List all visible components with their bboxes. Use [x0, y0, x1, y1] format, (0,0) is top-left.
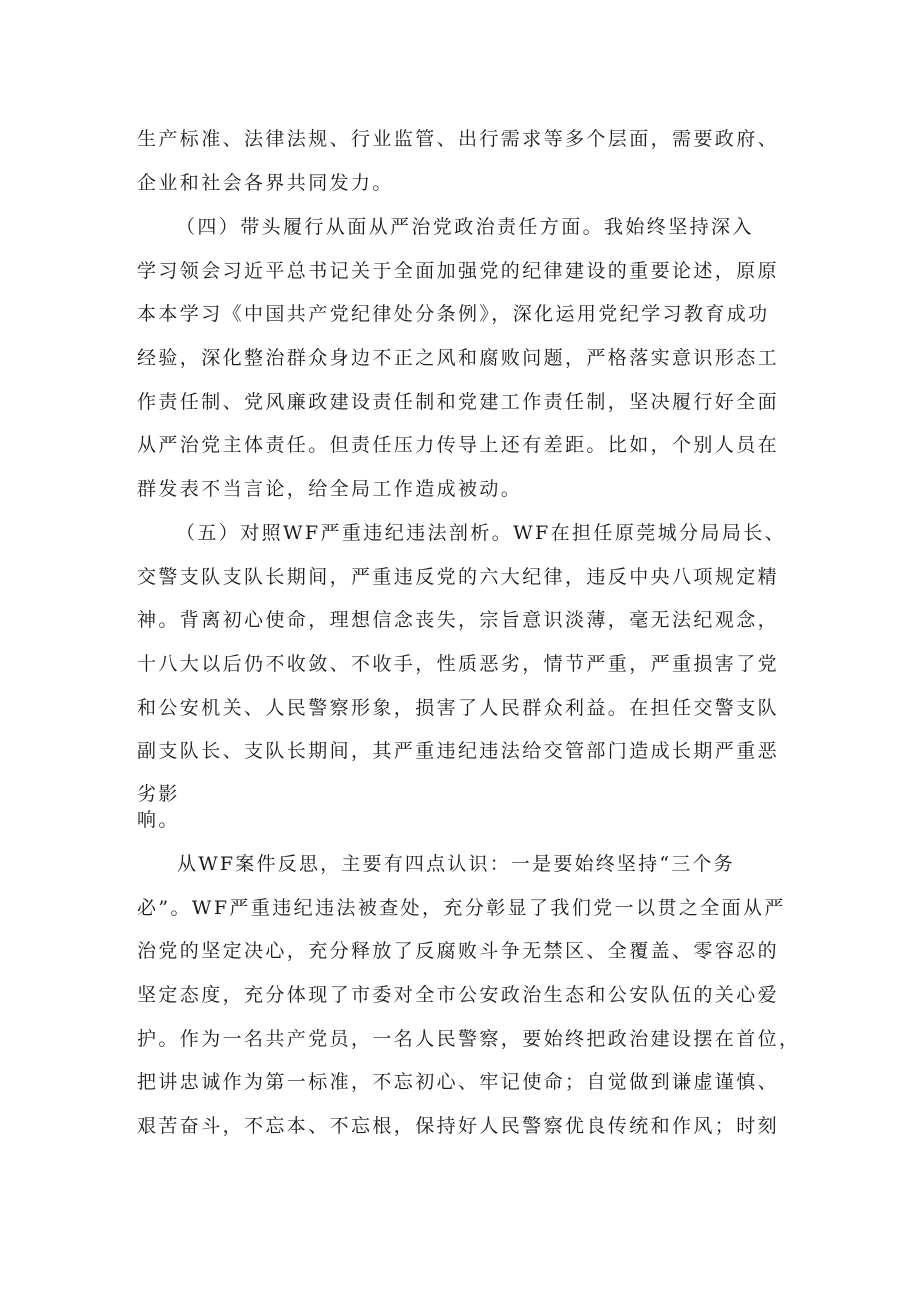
text-line: 经验，深化整治群众身边不正之风和腐败问题，严格落实意识形态工	[137, 347, 780, 369]
text-line: 艰苦奋斗，不忘本、不忘根，保持好人民警察优良传统和作风；时刻	[137, 1115, 780, 1137]
text-line: 生产标准、法律法规、行业监管、出行需求等多个层面，需要政府、	[137, 128, 780, 150]
text-line: 神。背离初心使命，理想信念丧失，宗旨意识淡薄，毫无法纪观念，	[137, 609, 780, 631]
text-line: 本本学习《中国共产党纪律处分条例》，深化运用党纪学习教育成功	[137, 303, 770, 325]
text-line: 劣影	[137, 783, 180, 805]
text-line: 护。作为一名共产党员，一名人民警察，要始终把政治建设摆在首位，	[137, 1028, 801, 1050]
paragraph-start-line: （五）对照WF严重违纪违法剖析。WF在担任原莞城分局局长、	[176, 522, 787, 544]
text-line: 企业和社会各界共同发力。	[137, 172, 394, 194]
text-line: 治党的坚定决心，充分释放了反腐败斗争无禁区、全覆盖、零容忍的	[137, 940, 780, 962]
paragraph-start-line: （四）带头履行从面从严治党政治责任方面。我始终坚持深入	[176, 216, 754, 238]
text-line: 从严治党主体责任。但责任压力传导上还有差距。比如，个别人员在	[137, 434, 780, 456]
text-line: 和公安机关、人民警察形象，损害了人民群众利益。在担任交警支队	[137, 697, 780, 719]
text-line: 作责任制、党风廉政建设责任制和党建工作责任制，坚决履行好全面	[137, 391, 780, 413]
text-line: 学习领会习近平总书记关于全面加强党的纪律建设的重要论述，原原	[137, 260, 780, 282]
text-line: 十八大以后仍不收敛、不收手，性质恶劣，情节严重，严重损害了党	[137, 653, 780, 675]
paragraph-start-line: 从WF案件反思，主要有四点认识：一是要始终坚持“三个务	[177, 853, 735, 875]
text-line: 必”。WF严重违纪违法被查处，充分彰显了我们党一以贯之全面从严	[137, 897, 786, 919]
text-line: 把讲忠诚作为第一标准，不忘初心、牢记使命；自觉做到谦虚谨慎、	[137, 1071, 780, 1093]
text-line: 群发表不当言论，给全局工作造成被动。	[137, 478, 523, 500]
text-line: 响。	[137, 809, 180, 831]
text-line: 副支队长、支队长期间，其严重违纪违法给交管部门造成长期严重恶	[137, 740, 780, 762]
text-line: 交警支队支队长期间，严重违反党的六大纪律，违反中央八项规定精	[137, 566, 780, 588]
text-line: 坚定态度，充分体现了市委对全市公安政治生态和公安队伍的关心爱	[137, 984, 780, 1006]
